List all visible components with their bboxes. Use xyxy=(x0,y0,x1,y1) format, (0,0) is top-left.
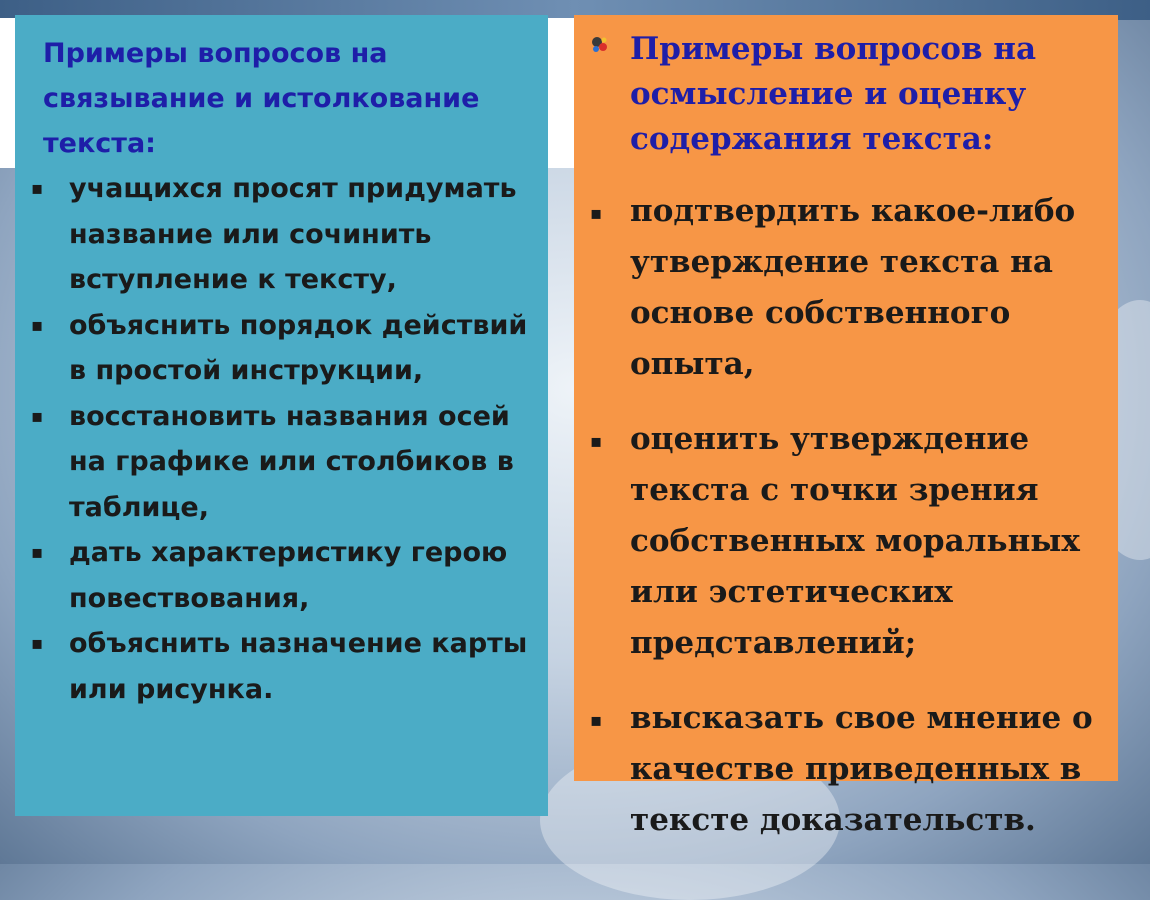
list-item: ▪ объяснить назначение карты или рисунка. xyxy=(31,621,534,712)
square-bullet-icon: ▪ xyxy=(590,431,603,452)
list-item: ▪ подтвердить какое-либо утверждение текста на основе собственного опыта, xyxy=(590,186,1106,390)
square-bullet-icon: ▪ xyxy=(590,710,603,731)
left-panel xyxy=(15,15,548,816)
square-bullet-icon: ▪ xyxy=(31,542,44,563)
left-bullet-list xyxy=(31,166,534,712)
right-panel-header xyxy=(590,27,1106,162)
list-item: ▪ учащихся просят придумать название или сочинить вступление к тексту, xyxy=(31,166,534,303)
square-bullet-icon: ▪ xyxy=(31,405,44,427)
square-bullet-icon: ▪ xyxy=(31,633,44,654)
list-item: ▪ дать характеристику герою повествования, xyxy=(31,530,534,621)
right-panel xyxy=(574,15,1118,838)
list-item: ▪ объяснить порядок действий в простой инструкции, xyxy=(31,303,534,394)
square-bullet-icon: ▪ xyxy=(590,203,603,224)
colorful-logo-icon xyxy=(590,35,610,55)
list-item: ▪ высказать свое мнение о качестве приведенных в тексте доказательств. xyxy=(590,693,1106,846)
square-bullet-icon: ▪ xyxy=(31,178,44,199)
left-panel-title: Примеры вопросов на связывание и истолкование текста: xyxy=(43,38,480,159)
list-item: ▪ оценить утверждение текста с точки зрения собственных моральных или эстетических представлений; xyxy=(590,414,1106,669)
square-bullet-icon: ▪ xyxy=(31,314,44,336)
right-panel-title: Примеры вопросов на осмысление и оценку содержания текста: xyxy=(630,31,1037,157)
right-bullet-list xyxy=(590,186,1106,846)
list-item: ▪ восстановить названия осей на графике или столбиков в таблице, xyxy=(31,394,534,531)
